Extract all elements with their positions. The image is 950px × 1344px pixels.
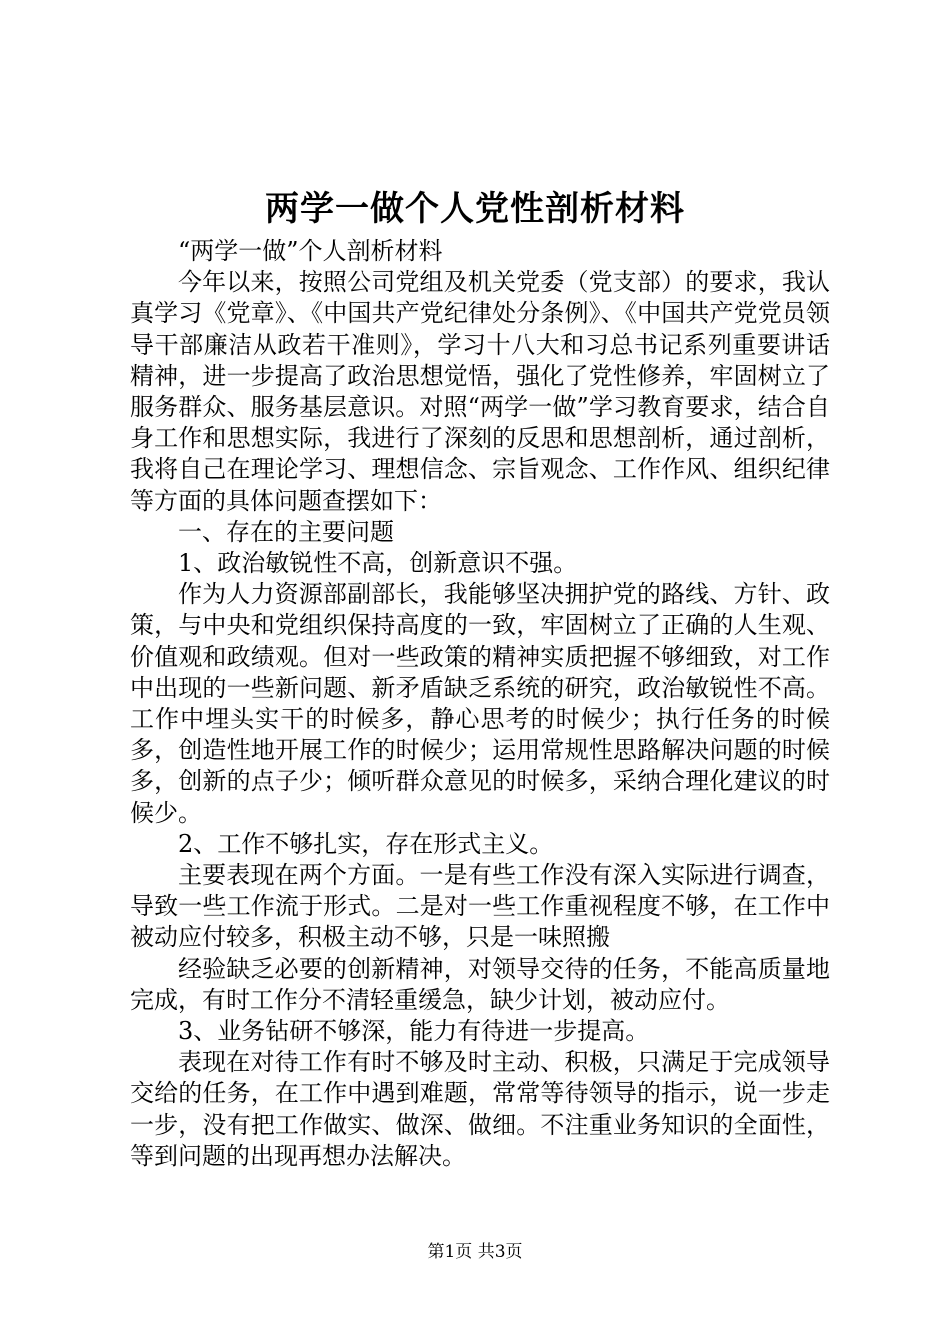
problem-paragraph-2b: 经验缺乏必要的创新精神，对领导交待的任务，不能高质量地完成，有时工作分不清轻重缓急，缺少计划，被动应付。 [130, 954, 830, 1014]
problem-heading-1: 1、政治敏锐性不高，创新意识不强。 [178, 549, 578, 578]
problem-paragraph-1: 作为人力资源部副部长，我能够坚决拥护党的路线、方针、政策，与中央和党组织保持高度的一致，牢固树立了正确的人生观、价值观和政绩观。但对一些政策的精神实质把握不够细致，对工作中出现的一些新问题、新矛盾缺乏系统的研究，政治敏锐性不高。工作中埋头实干的时候多，静心思考的时候少；执行任务的时候多，创造性地开展工作的时候少；运用常规性思路解决问题的时候多，创新的点子少；倾听群众意见的时候多，采纳合理化建议的时候少。 [130, 580, 830, 827]
section-heading: 一、存在的主要问题 [178, 517, 394, 546]
problem-heading-3: 3、业务钻研不够深，能力有待进一步提高。 [178, 1017, 650, 1046]
document-title: 两学一做个人党性剖析材料 [265, 189, 685, 229]
page-indicator: 第1页 共3页 [427, 1242, 523, 1262]
intro-paragraph: 今年以来，按照公司党组及机关党委（党支部）的要求，我认真学习《党章》、《中国共产党纪律处分条例》、《中国共产党党员领导干部廉洁从政若干准则》，学习十八大和习总书记系列重要讲话精神，进一步提高了政治思想觉悟，强化了党性修养，牢固树立了服务群众、服务基层意识。对照“两学一做”学习教育要求，结合自身工作和思想实际，我进行了深刻的反思和思想剖析，通过剖析，我将自己在理论学习、理想信念、宗旨观念、工作作风、组织纪律等方面的具体问题查摆如下： [130, 268, 830, 515]
problem-heading-2: 2、工作不够扎实，存在形式主义。 [178, 829, 554, 858]
document-body [130, 236, 830, 1172]
problem-paragraph-2a: 主要表现在两个方面。一是有些工作没有深入实际进行调查，导致一些工作流于形式。二是对一些工作重视程度不够，在工作中被动应付较多，积极主动不够，只是一味照搬 [130, 861, 830, 952]
subtitle-paragraph: “两学一做”个人剖析材料 [178, 237, 443, 265]
problem-paragraph-3: 表现在对待工作有时不够及时主动、积极，只满足于完成领导交给的任务，在工作中遇到难题，常常等待领导的指示，说一步走一步，没有把工作做实、做深、做细。不注重业务知识的全面性，等到问题的出现再想办法解决。 [130, 1048, 830, 1170]
